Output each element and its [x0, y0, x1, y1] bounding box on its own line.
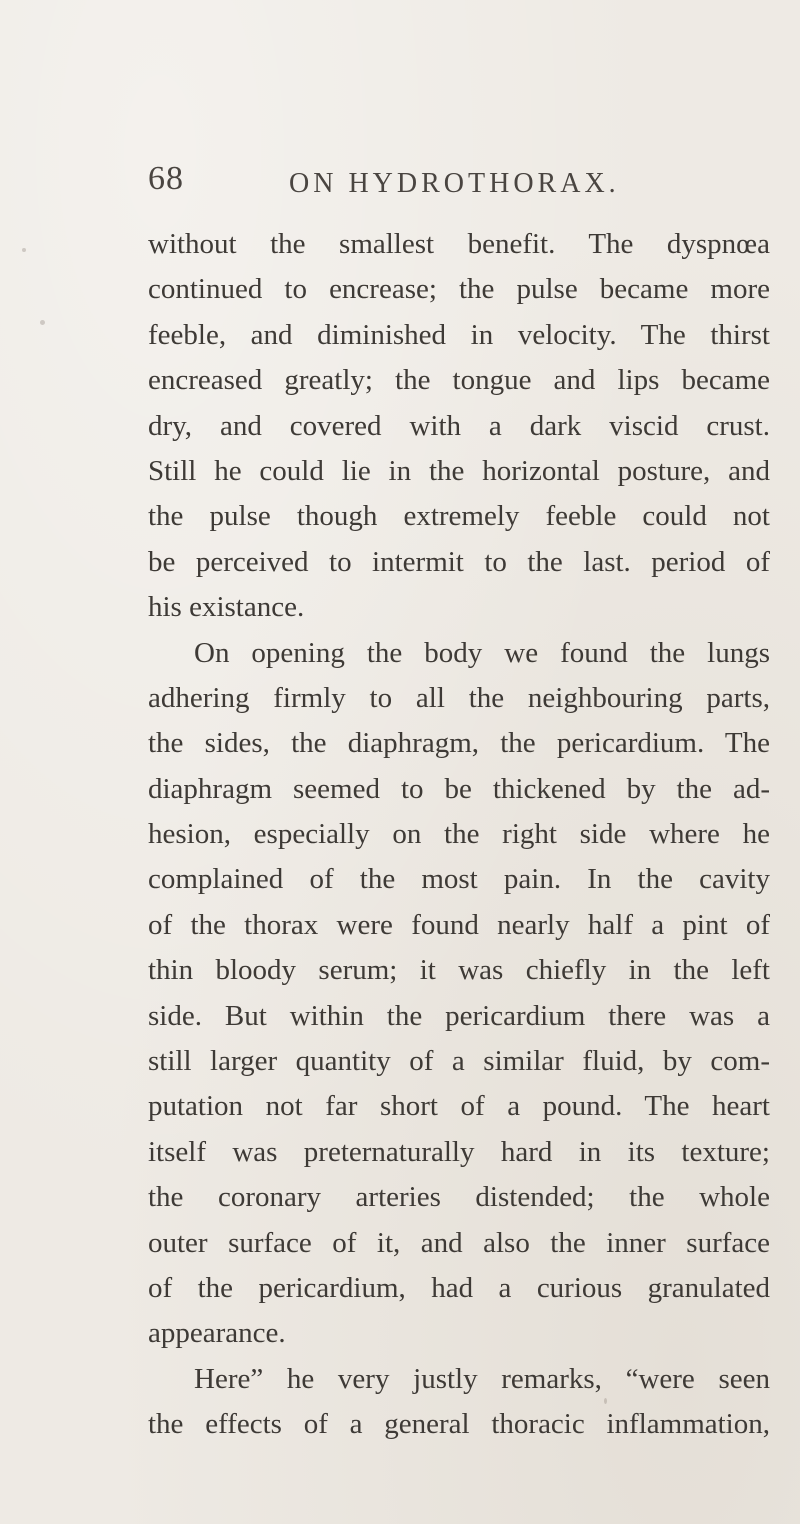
text-line: diaphragm seemed to be thickened by the ad- [148, 772, 770, 805]
text-line: of the thorax were found nearly half a pint of [148, 908, 770, 941]
page-blemish [40, 320, 45, 325]
text-line: appearance. [148, 1317, 286, 1350]
text-line: On opening the body we found the lungs [194, 636, 770, 669]
text-line: dry, and covered with a dark viscid crust. [148, 409, 770, 442]
text-line: hesion, especially on the right side where he [148, 818, 770, 851]
body-text [148, 222, 770, 1448]
text-line: feeble, and diminished in velocity. The thirst [148, 318, 770, 351]
text-line: encreased greatly; the tongue and lips became [148, 364, 770, 397]
running-title: ON HYDROTHORAX. [289, 168, 620, 199]
text-line: of the pericardium, had a curious granulated [148, 1271, 770, 1304]
text-line: continued to encrease; the pulse became more [148, 273, 770, 306]
text-line: side. But within the pericardium there was a [148, 999, 770, 1032]
text-line: putation not far short of a pound. The heart [148, 1090, 770, 1123]
text-line: still larger quantity of a similar fluid, by com- [148, 1045, 770, 1078]
page-blemish [22, 248, 26, 252]
page-number: 68 [148, 160, 184, 197]
text-line: Here” he very justly remarks, “were seen [194, 1362, 770, 1395]
text-line: the sides, the diaphragm, the pericardium. The [148, 727, 770, 760]
text-line: outer surface of it, and also the inner surface [148, 1226, 770, 1259]
text-line: his existance. [148, 591, 305, 624]
text-line: complained of the most pain. In the cavity [148, 863, 770, 896]
text-line: be perceived to intermit to the last. period of [148, 545, 770, 578]
text-line: adhering firmly to all the neighbouring parts, [148, 681, 770, 714]
text-line: the pulse though extremely feeble could not [148, 500, 770, 533]
text-line: Still he could lie in the horizontal posture, and [148, 454, 770, 487]
text-line: the effects of a general thoracic inflammation, [148, 1408, 770, 1441]
text-line: without the smallest benefit. The dyspnœa [148, 228, 770, 260]
text-line: the coronary arteries distended; the whole [148, 1181, 770, 1214]
text-line: thin bloody serum; it was chiefly in the left [148, 954, 770, 987]
text-line: itself was preternaturally hard in its texture; [148, 1135, 770, 1168]
